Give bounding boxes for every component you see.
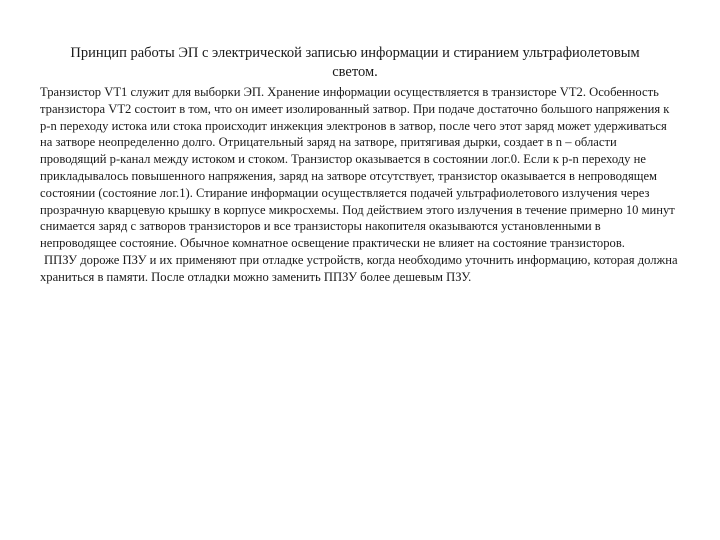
slide-body: [40, 84, 680, 286]
body-paragraph-2: ППЗУ дороже ПЗУ и их применяют при отладке устройств, когда необходимо уточнить информацию, которая должна храниться в памяти. После отладки можно заменить ППЗУ более дешевым ПЗУ.: [40, 252, 678, 284]
body-paragraph-1: Транзистор VT1 служит для выборки ЭП. Хранение информации осуществляется в транзисторе VT2. Особенность транзистора VT2 состоит в том, что он имеет изолированный затвор. При подаче достаточно большого напряжения к p-n переходу истока или стока происходит инжекция электронов в затвор, после чего этот заряд может удерживаться на затворе неопределенно долго. Отрицательный заряд на затворе, притягивая дырки, создает в n – области проводящий p-канал между истоком и стоком. Транзистор оказывается в состоянии лог.0. Если к p-n переходу не прикладывалось повышенного напряжения, заряд на затворе отсутствует, транзистор оказывается в непроводящем состоянии (состояние лог.1). Стирание информации осуществляется подачей ультрафиолетового излучения через прозрачную кварцевую крышку в корпусе микросхемы. Под действием этого излучения в течение примерно 10 минут снимается заряд с затворов транзисторов и все транзисторы накопителя оказываются установленными в непроводящее состояние. Обычное комнатное освещение практически не влияет на состояние транзисторов.: [40, 85, 675, 251]
slide-title: Принцип работы ЭП с электрической записью информации и стиранием ультрафиолетовым светом.: [70, 45, 640, 80]
